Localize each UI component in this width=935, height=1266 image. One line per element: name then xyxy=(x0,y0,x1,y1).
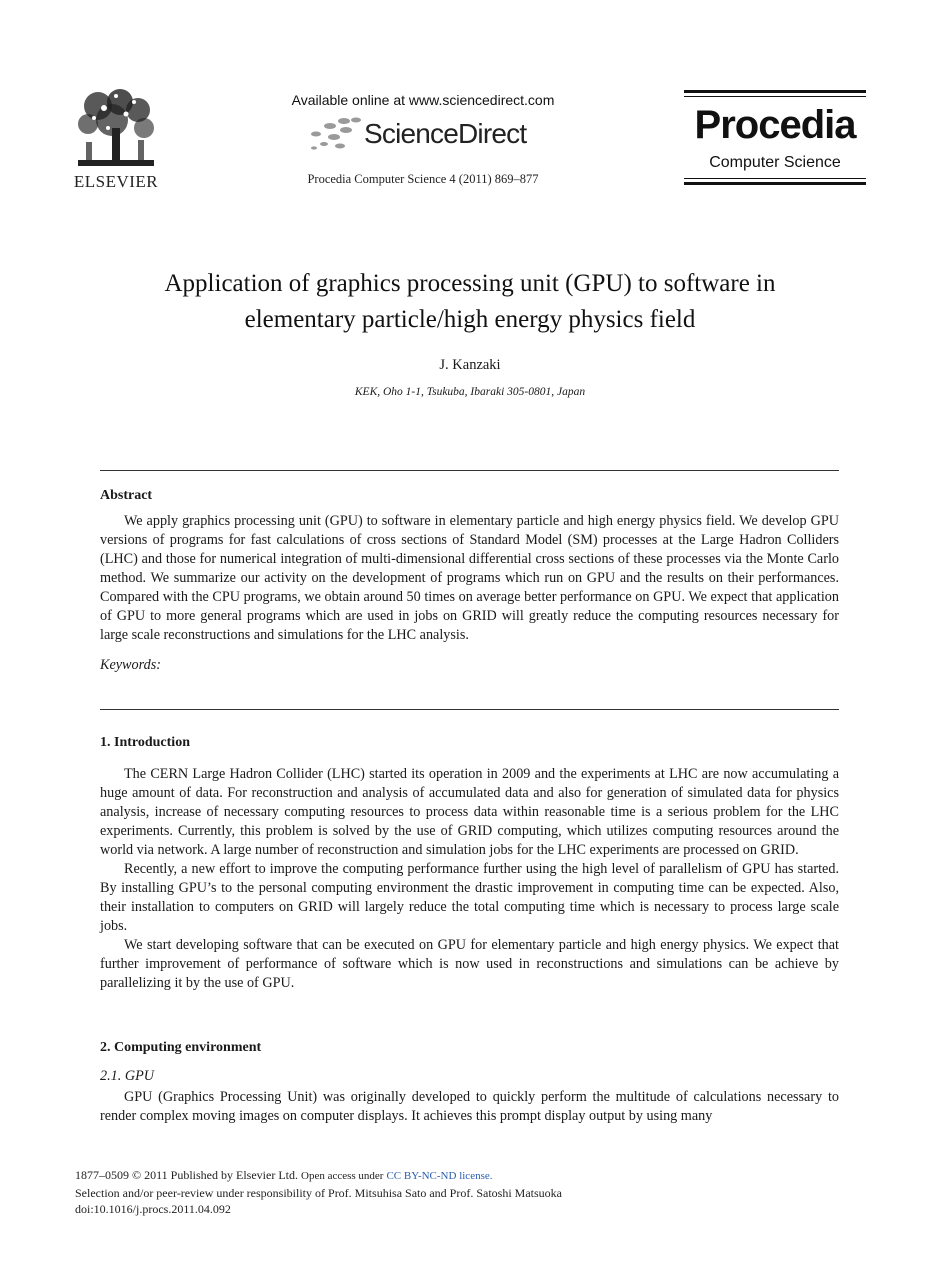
abstract-heading: Abstract xyxy=(100,488,153,503)
procedia-rule xyxy=(684,90,866,93)
paragraph: Recently, a new effort to improve the computing performance further using the high level of parallelism of GPU has started. By installing GPU’s to the personal computing environment the drastic improvement in computing time can be expected. Also, their installation to computers on GRID will largely reduce the total computing time which is necessary to process large scale jobs. xyxy=(100,861,839,934)
keywords-label: Keywords: xyxy=(100,657,161,673)
license-link[interactable]: CC BY-NC-ND license. xyxy=(386,1170,493,1182)
paragraph: The CERN Large Hadron Collider (LHC) started its operation in 2009 and the experiments at LHC are now accumulating a huge amount of data. For reconstruction and analysis of accumulated data and also for generation of simulated data for physics analysis, increase of necessary computing resources to process data within reasonable time is a serious problem for the LHC experiments. Currently, this problem is solved by the use of GRID computing, which utilizes computing resources around the world via network. A large number of reconstruction and simulation jobs for the LHC experiments are processed on GRID. xyxy=(100,766,839,858)
elsevier-tree-icon xyxy=(68,88,164,172)
procedia-wordmark: Procedia xyxy=(694,103,856,147)
section-heading: 1. Introduction xyxy=(100,735,190,750)
computing-section xyxy=(100,1040,839,1126)
procedia-rule xyxy=(684,96,866,97)
divider xyxy=(100,470,839,471)
section-heading: 2. Computing environment xyxy=(100,1040,262,1055)
abstract-section xyxy=(100,488,839,674)
sciencedirect-wordmark: ScienceDirect xyxy=(364,118,527,149)
procedia-rule xyxy=(684,178,866,179)
peer-review-line: Selection and/or peer-review under responsibility of Prof. Mitsuhisa Sato and Prof. Satoshi Matsuoka xyxy=(75,1185,563,1200)
footer xyxy=(75,1167,875,1218)
procedia-subtitle: Computer Science xyxy=(709,154,841,171)
author: J. Kanzaki xyxy=(439,357,501,373)
title-line: elementary particle/high energy physics field xyxy=(244,306,696,333)
elsevier-logo xyxy=(68,88,164,192)
abstract-text: We apply graphics processing unit (GPU) to software in elementary particle and high energy physics field. We develop GPU versions of programs for fast calculations of cross sections of Standard Model (SM) processes at the Large Hadron Colliders (LHC) and those for numerical integration of multi-dimensional differential cross sections of these processes via the Monte Carlo method. We summarize our activity on the development of programs which run on GPU and the results on their performances. Compared with the CPU programs, we obtain around 50 times on average better performance on GPU. We expect that application of GPU to more general programs which are used in jobs on GRID will greatly reduce the computing resources necessary for large scale reconstructions and simulations for the LHC analysis. xyxy=(100,513,839,643)
affiliation: KEK, Oho 1-1, Tsukuba, Ibaraki 305-0801, Japan xyxy=(354,386,586,398)
paragraph: GPU (Graphics Processing Unit) was originally developed to quickly perform the multitude of calculations necessary to render complex moving images on computer displays. It achieves this prompt display output by using many xyxy=(100,1089,839,1124)
available-online-text[interactable]: Available online at www.sciencedirect.com xyxy=(291,92,555,108)
paper-title xyxy=(100,266,840,338)
sciencedirect-dots-icon xyxy=(306,116,366,154)
divider xyxy=(100,709,839,710)
open-access-text: Open access under xyxy=(301,1170,384,1182)
procedia-logo xyxy=(684,90,866,190)
elsevier-wordmark: ELSEVIER xyxy=(73,172,159,191)
journal-header xyxy=(260,92,586,187)
title-line: Application of graphics processing unit (GPU) to software in xyxy=(164,270,776,297)
procedia-rule xyxy=(684,182,866,185)
sciencedirect-logo xyxy=(260,114,586,154)
copyright-text: 1877–0509 © 2011 Published by Elsevier Ltd. xyxy=(75,1168,298,1182)
journal-reference: Procedia Computer Science 4 (2011) 869–877 xyxy=(307,172,539,186)
paragraph: We start developing software that can be executed on GPU for elementary particle and high energy physics. We expect that further improvement of performance of software which is now used in reconstructions and simulations can be achieve by parallelizing it by the use of GPU. xyxy=(100,937,839,991)
introduction-section xyxy=(100,735,839,993)
subsection-heading: 2.1. GPU xyxy=(100,1068,154,1084)
doi-line[interactable]: doi:10.1016/j.procs.2011.04.092 xyxy=(75,1202,231,1216)
copyright-line xyxy=(75,1167,875,1185)
